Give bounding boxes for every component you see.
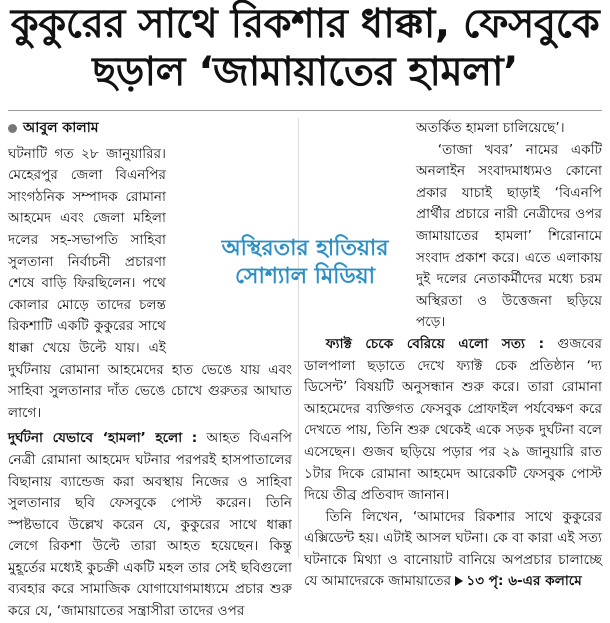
left-paragraph-1: ঘটনাটি গত ২৮ জানুয়ারির। মেহেরপুর জেলা বিএনপির সাংগঠনিক সম্পাদক রোমানা আহমেদ এবং জেলা মহিলা দলের সহ-সভাপতি সাহিবা সুলতানা নির্বাচনী প্রচারণা শেষে বাড়ি ফিরছিলেন। পথে কোলার মোড়ে তাদের চলন্ত রিকশাটি একটি কুকুরের সাথে ধাক্কা খেয়ে উল্টে যায়। এই দুর্ঘটনায় রোমানা আহমেদের হাত ভেঙে যায় এবং সাহিবা সুলতানার দাঁত ভেঙে চোখে গুরুতর আঘাত লাগে। [8, 145, 292, 421]
right-paragraph-1: ‘তাজা খবর’ নামের একটি অনলাইন সংবাদমাধ্যমও কোনো প্রকার যাচাই ছাড়াই ‘বিএনপি প্রার্থীর প্রচারে নারী নেত্রীদের ওপর জামায়াতের হামলা’ শিরোনামে সংবাদ প্রকাশ করে। এতে এলাকায় দুই দলের নেতাকর্মীদের মধ্যে চরম অস্থিরতা ও উত্তেজনা ছড়িয়ে পড়ে। [416, 141, 602, 331]
right-paragraph-2 [304, 334, 602, 507]
right-paragraph-3-text: তিনি লিখেন, ‘আমাদের রিকশার সাথে কুকুরের এক্সিডেন্ট হয়। এটাই আসল ঘটনা। কে বা কারা এই সত্য ঘটনাকে মিথ্যা ও বানোয়াট বানিয়ে অপপ্রচার চালাচ্ছে যে আমাদেরকে জামায়াতের [304, 508, 602, 590]
byline [8, 118, 292, 140]
continue-arrow-icon [455, 576, 463, 586]
headline-line-1: কুকুরের সাথে রিকশার ধাক্কা, ফেসবুকে [10, 1, 600, 47]
continued-marker [455, 573, 581, 589]
continued-text: ১৩ পৃ: ৬-এর কলামে [466, 573, 582, 590]
headline-line-2: ছড়াল ‘জামায়াতের হামলা’ [92, 49, 518, 95]
pull-quote [206, 225, 404, 313]
left-column [8, 118, 292, 623]
pull-quote-line-1: অস্থিরতার হাতিয়ার [221, 236, 389, 261]
right-paragraph-2-text: গুজবের ডালপালা ছড়াতে দেখে ফ্যাক্ট চেক প্রতিষ্ঠান ‘দ্য ডিসেন্ট’ বিষয়টি অনুসন্ধান শুরু করে। তারা রোমানা আহমেদের ব্যক্তিগত ফেসবুক প্রোফাইল পর্যবেক্ষণ করে দেখতে পায়, তিনি শুরু থেকেই একে সড়ক দুর্ঘটনা বলে এসেছেন। গুজব ছড়িয়ে পড়ার পর ২৯ জানুয়ারি রাত ১টার দিকে রোমানা আহমেদ আরেকটি ফেসবুক পোস্ট দিয়ে তীব্র প্রতিবাদ জানান। [304, 335, 602, 504]
column-divider [298, 118, 299, 558]
right-paragraph-3 [304, 507, 602, 593]
right-subhead: ফ্যাক্ট চেকে বেরিয়ে এলো সত্য : [325, 335, 545, 352]
left-subhead: দুর্ঘটনা যেভাবে ‘হামলা’ হলো : [8, 430, 198, 447]
byline-author: আবুল কালাম [23, 120, 99, 136]
right-paragraph-0: অতর্কিত হামলা চালিয়েছে’। [416, 120, 565, 136]
headline [0, 0, 610, 102]
byline-bullet-icon [8, 124, 17, 133]
pull-quote-line-2: সোশ্যাল মিডিয়া [234, 264, 375, 289]
left-paragraph-2 [8, 428, 292, 622]
right-column [304, 118, 602, 593]
headline-rule [8, 110, 602, 111]
left-paragraph-2-text: আহত বিএনপি নেত্রী রোমানা আহমেদ ঘটনার পরপরই হাসপাতালের বিছানায় ব্যান্ডেজ করা অবস্থায় নিজের ও সাহিবা সুলতানার ছবি ফেসবুকে পোস্ট করেন। তিনি স্পষ্টভাবে উল্লেখ করেন যে, কুকুরের সাথে ধাক্কা লেগে রিকশা উল্টে তারা আহত হয়েছেন। কিন্তু মুহূর্তের মধ্যেই কুচক্রী একটি মহল তার সেই ছবিগুলো ব্যবহার করে সামাজিক যোগাযোগমাধ্যমে প্রচার শুরু করে যে, ‘জামায়াতের সন্ত্রাসীরা তাদের ওপর [8, 430, 292, 620]
